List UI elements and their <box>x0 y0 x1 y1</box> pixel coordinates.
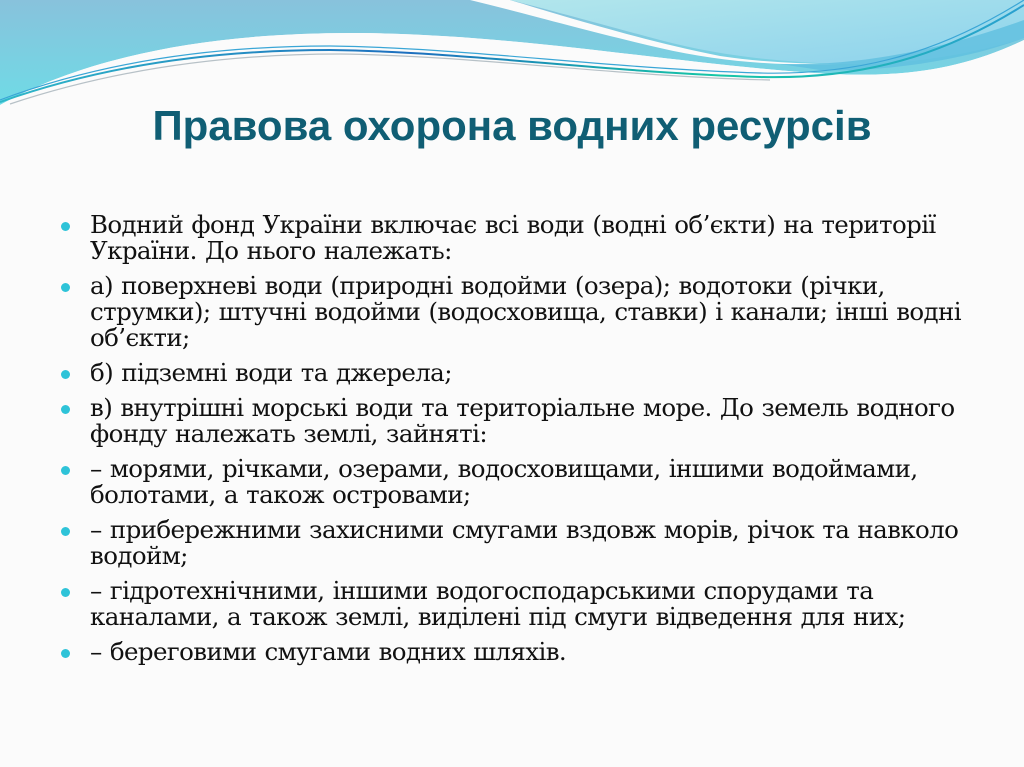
bullet-text: Водний фонд України включає всі води (водні об’єкти) на території України. До нього належать: <box>90 210 936 265</box>
list-item <box>58 212 988 264</box>
bullet-text: – гідротехнічними, іншими водогосподарськими спорудами та каналами, а також землі, виділені під смуги відведення для них; <box>90 576 906 631</box>
bullet-text: – прибережними захисними смугами вздовж морів, річок та навколо водойм; <box>90 515 959 570</box>
bullet-dot-icon <box>61 370 70 379</box>
bullet-text: б) підземні води та джерела; <box>90 358 452 387</box>
list-item <box>58 639 988 665</box>
list-item <box>58 578 988 630</box>
bullet-dot-icon <box>61 222 70 231</box>
list-item <box>58 517 988 569</box>
list-item <box>58 273 988 351</box>
bullet-dot-icon <box>61 588 70 597</box>
list-item <box>58 360 988 386</box>
bullet-dot-icon <box>61 527 70 536</box>
list-item <box>58 395 988 447</box>
bullet-dot-icon <box>61 466 70 475</box>
bullet-text: – морями, річками, озерами, водосховищами, іншими водоймами, болотами, а також островами; <box>90 454 918 509</box>
bullet-dot-icon <box>61 283 70 292</box>
bullet-text: – береговими смугами водних шляхів. <box>90 637 567 666</box>
bullet-list <box>58 212 988 674</box>
bullet-dot-icon <box>61 649 70 658</box>
bullet-text: а) поверхневі води (природні водойми (озера); водотоки (річки, струмки); штучні водойми (водосховища, ставки) і канали; інші водні об’єкти; <box>90 271 961 352</box>
bullet-text: в) внутрішні морські води та територіальне море. До земель водного фонду належать землі, зайняті: <box>90 393 955 448</box>
bullet-dot-icon <box>61 405 70 414</box>
list-item <box>58 456 988 508</box>
slide-title: Правова охорона водних ресурсів <box>152 102 872 149</box>
